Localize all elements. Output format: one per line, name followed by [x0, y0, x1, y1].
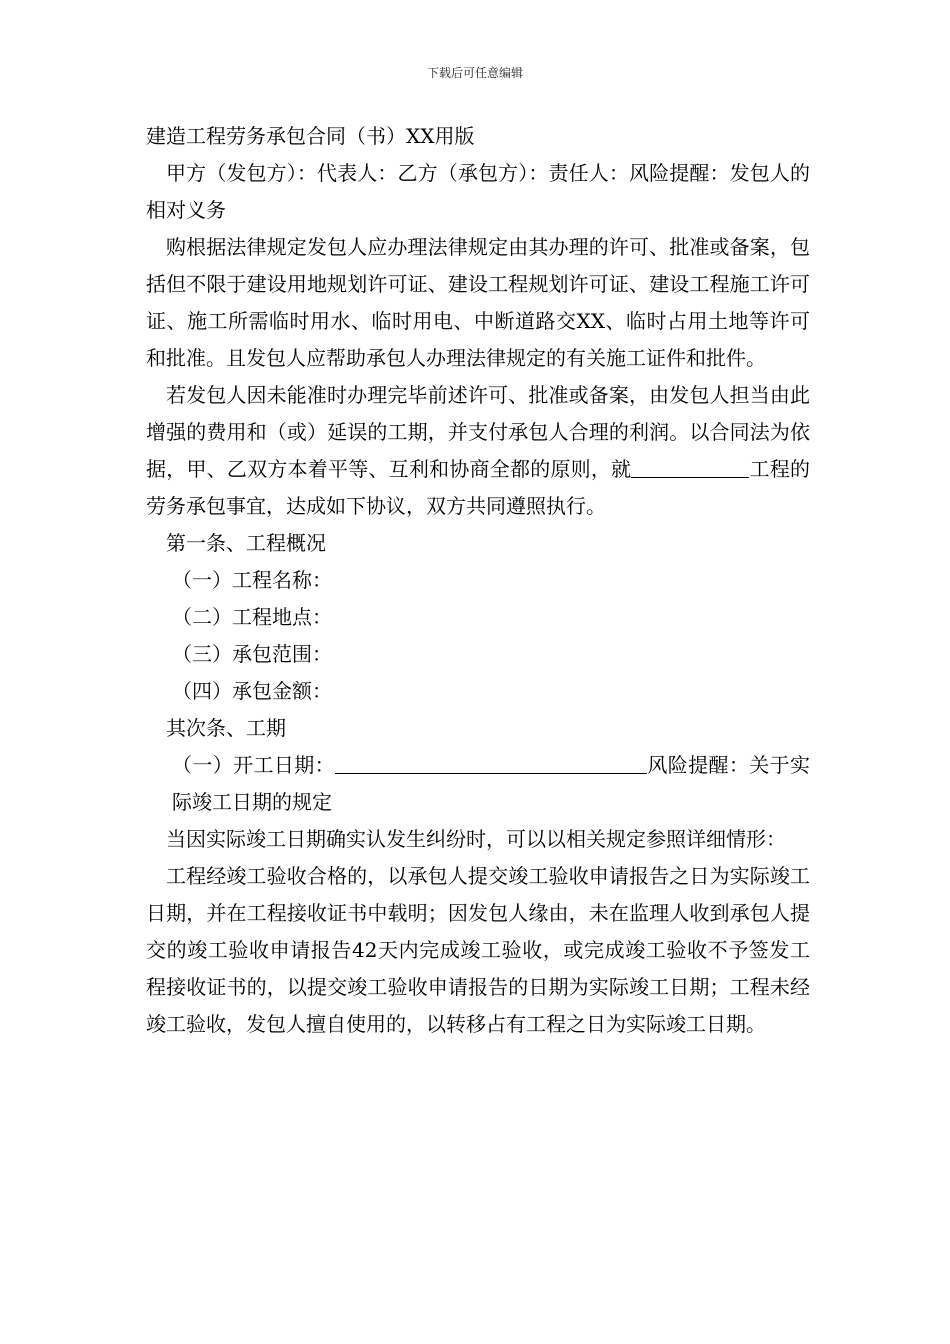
document-body	[146, 118, 810, 1043]
liability-text-before: 若发包人因未能准时办理完毕前述许可、批准或备案，由发包人担当由此增强的费用和（或）延误的工期，并支付承包人合理的利润。以合同法为依据，甲、乙双方本着平等、互利和协商全都的原则，就	[146, 383, 810, 481]
article1-heading: 第一条、工程概况	[166, 531, 326, 555]
document-title: 建造工程劳务承包合同（书）XX用版	[146, 124, 475, 148]
article1-item: （二）工程地点：	[172, 605, 332, 629]
liability-paragraph	[146, 377, 810, 525]
project-name-blank	[631, 457, 749, 478]
article1-item: （四）承包金额：	[172, 679, 332, 703]
article2-heading: 其次条、工期	[166, 716, 286, 740]
completion-paragraph: 工程经竣工验收合格的，以承包人提交竣工验收申请报告之日为实际竣工日期，并在工程接收证书中载明；因发包人缘由，未在监理人收到承包人提交的竣工验收申请报告42天内完成竣工验收，或完成竣工验收不予签发工程接收证书的，以提交竣工验收申请报告的日期为实际竣工日期；工程未经竣工验收，发包人擅自使用的，以转移占有工程之日为实际竣工日期。	[146, 864, 810, 1036]
article1-item: （一）工程名称：	[172, 568, 332, 592]
start-date-blank	[335, 753, 647, 774]
dispute-paragraph: 当因实际竣工日期确实认发生纠纷时，可以以相关规定参照详细情形：	[166, 827, 786, 851]
page-header: 下载后可任意编辑	[426, 66, 523, 80]
liability-text-after: 工程的劳务承包事宜，达成如下协议，双方共同遵照执行。	[146, 457, 811, 518]
start-date-label: （一）开工日期：	[172, 753, 335, 777]
parties-paragraph: 甲方（发包方）：代表人：乙方（承包方）：责任人：风险提醒：发包人的相对义务	[146, 161, 810, 222]
permits-paragraph: 购根据法律规定发包人应办理法律规定由其办理的许可、批准或备案，包括但不限于建设用地规划许可证、建设工程规划许可证、建设工程施工许可证、施工所需临时用水、临时用电、中断道路交XX、临时占用土地等许可和批准。且发包人应帮助承包人办理法律规定的有关施工证件和批件。	[146, 235, 810, 370]
start-date-note: 风险提醒：关于实际竣工日期的规定	[172, 753, 810, 814]
start-date-paragraph	[146, 747, 810, 821]
article1-item: （三）承包范围：	[172, 642, 332, 666]
